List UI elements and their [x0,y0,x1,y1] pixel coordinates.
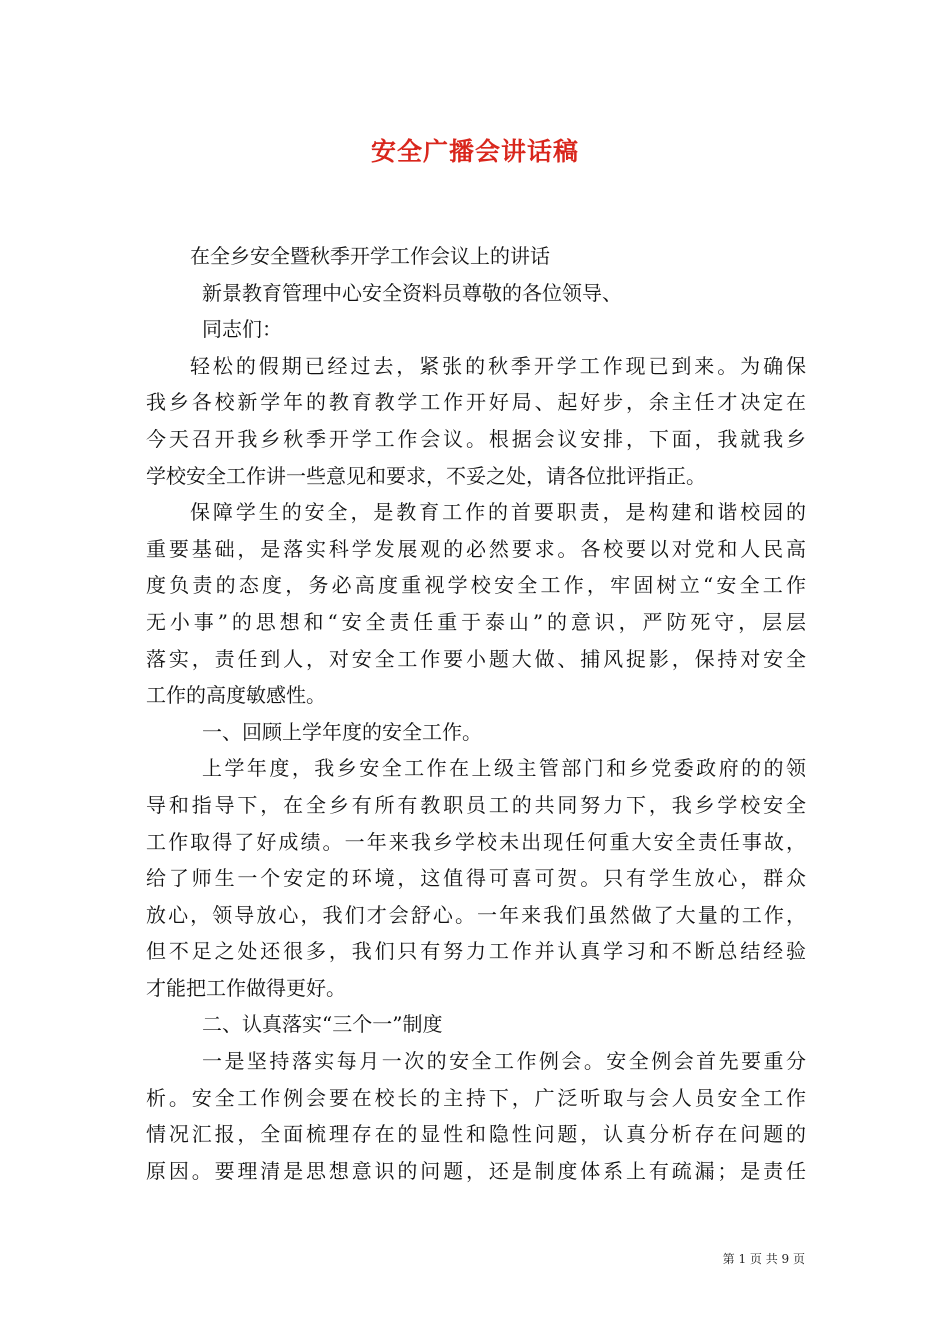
body-line: 上学年度，我乡安全工作在上级主管部门和乡党委政府的的领 [202,756,806,781]
body-line: 在全乡安全暨秋季开学工作会议上的讲话 [190,244,550,268]
body-line: 同志们： [202,317,282,342]
body-line: 原因。要理清是思想意识的问题，还是制度体系上有疏漏；是责任 [146,1158,806,1183]
body-line: 重要基础，是落实科学发展观的必然要求。各校要以对党和人民高 [146,536,806,561]
body-line: 给了师生一个安定的环境，这值得可喜可贺。只有学生放心，群众 [146,866,806,891]
body-line: 导和指导下，在全乡有所有教职员工的共同努力下，我乡学校安全 [146,792,806,817]
body-line: 工作取得了好成绩。一年来我乡学校未出现任何重大安全责任事故， [146,829,806,854]
body-line: 一、回顾上学年度的安全工作。 [202,719,482,744]
body-line: 今天召开我乡秋季开学工作会议。根据会议安排，下面，我就我乡 [146,426,806,451]
document-body [146,238,806,1189]
body-line: 情况汇报，全面梳理存在的显性和隐性问题，认真分析存在问题的 [146,1122,806,1147]
body-line: 度负责的态度，务必高度重视学校安全工作，牢固树立“安全工作 [146,573,806,598]
body-line: 我乡各校新学年的教育教学工作开好局、起好步，余主任才决定在 [146,390,806,415]
body-line: 析。安全工作例会要在校长的主持下，广泛听取与会人员安全工作 [146,1085,806,1110]
body-line: 放心，领导放心，我们才会舒心。一年来我们虽然做了大量的工作， [146,902,806,927]
body-line: 但不足之处还很多，我们只有努力工作并认真学习和不断总结经验 [146,939,806,964]
body-line: 无小事”的思想和“安全责任重于泰山”的意识，严防死守，层层 [146,609,806,634]
body-line: 工作的高度敏感性。 [146,683,326,708]
body-line: 轻松的假期已经过去，紧张的秋季开学工作现已到来。为确保 [190,353,806,378]
body-line: 一是坚持落实每月一次的安全工作例会。安全例会首先要重分 [202,1049,806,1074]
body-line: 新景教育管理中心安全资料员尊敬的各位领导、 [202,280,622,305]
body-line: 保障学生的安全，是教育工作的首要职责，是构建和谐校园的 [190,500,806,525]
page-number: 第 1 页 共 9 页 [722,1252,805,1266]
body-line: 学校安全工作讲一些意见和要求，不妥之处，请各位批评指正。 [146,463,706,488]
body-line: 落实，责任到人，对安全工作要小题大做、捕风捉影，保持对安全 [146,646,806,671]
body-line: 才能把工作做得更好。 [146,975,346,1000]
body-line: 二、认真落实“三个一”制度 [202,1012,443,1037]
document-title: 安全广播会讲话稿 [370,137,579,166]
